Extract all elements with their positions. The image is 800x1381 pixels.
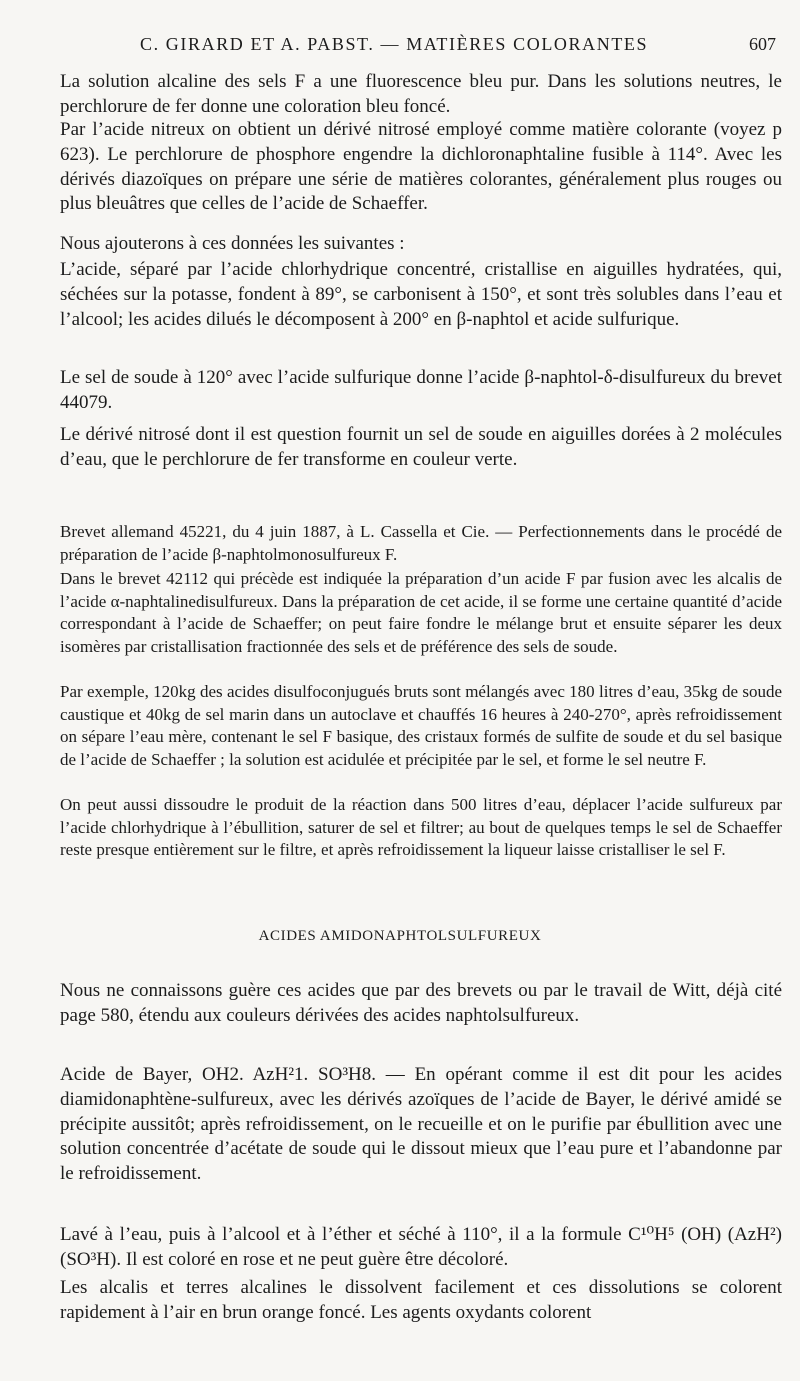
paragraph-par-exemple: Par exemple, 120kg des acides disulfoconjugués bruts sont mélangés avec 180 litres d’eau, 35kg de soude caustique et 40kg de sel marin dans un autoclave et chauffés 16 heures à 240-270°, après refroidissement on sépare l’eau mère, contenant le sel F basique, des cristaux formés de sulfite de soude et du sel basique de l’acide de Schaeffer ; la solution est acidulée et précipitée par le sel, et forme le sel neutre F. bbox=[60, 682, 782, 769]
running-header bbox=[60, 28, 778, 58]
page-number: 607 bbox=[749, 34, 776, 54]
paragraph-acide-de-bayer: Acide de Bayer, OH2. AzH²1. SO³H8. — En opérant comme il est dit pour les acides diamidonaphtène-sulfureux, avec les dérivés azoïques de l’acide de Bayer, le dérivé amidé se précipite aussitôt; après refroidissement, on le recueille et on le purifie par ébullition avec une solution concentrée d’acétate de soude qui le dissout mieux que l’eau pure et l’abandonne par le refroidissement. bbox=[60, 1064, 782, 1185]
paragraph-nitreux: Par l’acide nitreux on obtient un dérivé nitrosé employé comme matière colorante (voyez p 623). Le perchlorure de phosphore engendre la dichloronaphtaline fusible à 114°. Avec les dérivés diazoïques on prépare une série de matières colorantes, généralement plus rouges ou plus bleuâtres que celles de l’acide de Schaeffer. bbox=[60, 119, 782, 215]
paragraph-brevet-42112: Dans le brevet 42112 qui précède est indiquée la préparation d’un acide F par fusion avec les alcalis de l’acide α-naphtalinedisulfureux. Dans la préparation de cet acide, il se forme une certaine quantité d’acide correspondant à l’acide de Schaeffer; on peut faire fondre le mélange brut et ensuite séparer les deux isomères par cristallisation fractionnée des sels et de préférence des sels de soude. bbox=[60, 569, 782, 656]
running-title: C. GIRARD ET A. PABST. — MATIÈRES COLORANTES bbox=[140, 34, 649, 54]
paragraph-alcalis: Les alcalis et terres alcalines le dissolvent facilement et ces dissolutions se colorent rapidement à l’air en brun orange foncé. Les agents oxydants colorent bbox=[60, 1277, 782, 1323]
section-heading: ACIDES AMIDONAPHTOLSULFUREUX bbox=[258, 928, 542, 944]
paragraph-acide-separe: L’acide, séparé par l’acide chlorhydrique concentré, cristallise en aiguilles hydratées, qui, séchées sur la potasse, fondent à 89°, se carbonisent à 150°, et sont très solubles dans l’eau et l’alcool; les acides dilués le décomposent à 200° en β-naphtol et acide sulfurique. bbox=[60, 259, 782, 330]
paragraph-lave-a-leau: Lavé à l’eau, puis à l’alcool et à l’éther et séché à 110°, il a la formule C¹⁰H⁵ (OH) (AzH²) (SO³H). Il est coloré en rose et ne peut guère être décoloré. bbox=[60, 1224, 782, 1270]
paragraph-sel-de-soude: Le sel de soude à 120° avec l’acide sulfurique donne l’acide β-naphtol-δ-disulfureux du brevet 44079. bbox=[60, 367, 782, 413]
paragraph-nous-ne-connaissons: Nous ne connaissons guère ces acides que par des brevets ou par le travail de Witt, déjà cité page 580, étendu aux couleurs dérivées des acides naphtolsulfureux. bbox=[60, 980, 782, 1026]
paragraph-derive-nitrose: Le dérivé nitrosé dont il est question fournit un sel de soude en aiguilles dorées à 2 molécules d’eau, que le perchlorure de fer transforme en couleur verte. bbox=[60, 424, 782, 470]
paragraph-ajouterons: Nous ajouterons à ces données les suivantes : bbox=[60, 233, 405, 254]
paragraph-fluorescence: La solution alcaline des sels F a une fluorescence bleu pur. Dans les solutions neutres, le perchlorure de fer donne une coloration bleu foncé. bbox=[60, 71, 782, 117]
paragraph-brevet-allemand: Brevet allemand 45221, du 4 juin 1887, à L. Cassella et Cie. — Perfectionnements dans le procédé de préparation de l’acide β-naphtolmonosulfureux F. bbox=[60, 522, 782, 564]
paragraph-dissoudre: On peut aussi dissoudre le produit de la réaction dans 500 litres d’eau, déplacer l’acide sulfureux par l’acide chlorhydrique à l’ébullition, saturer de sel et filtrer; au bout de quelques temps le sel de Schaeffer reste presque entièrement sur le filtre, et après refroidissement la liqueur laisse cristalliser le sel F. bbox=[60, 795, 782, 859]
